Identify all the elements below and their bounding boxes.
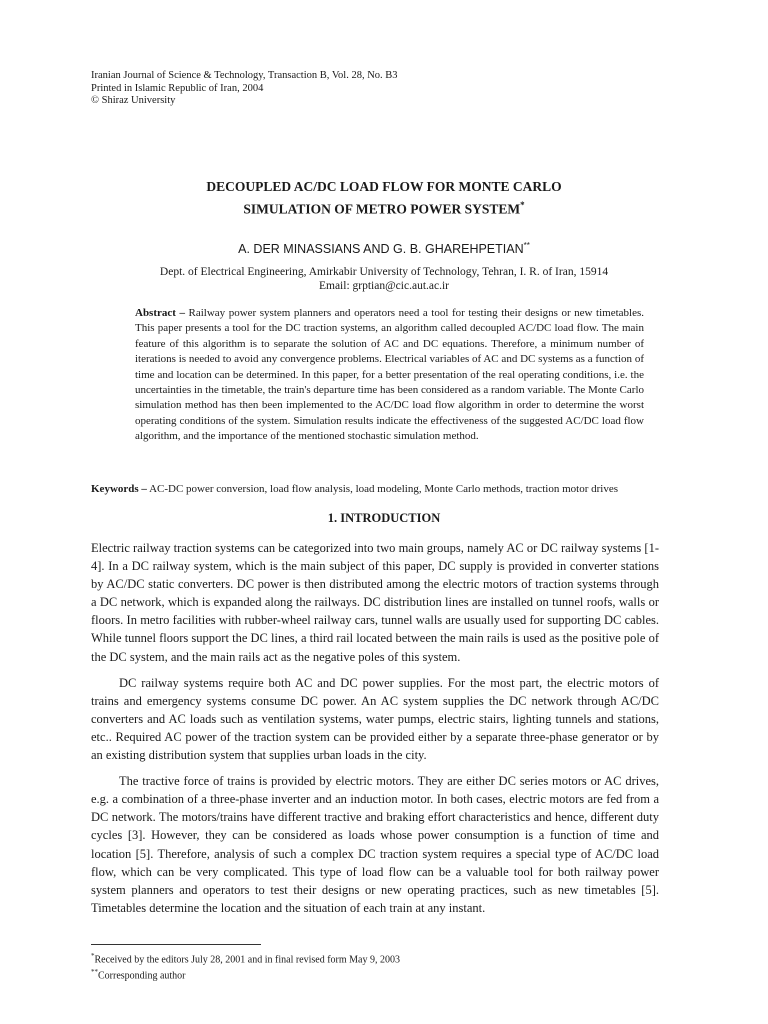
abstract [135, 306, 644, 445]
affiliation-dept: Dept. of Electrical Engineering, Amirkabir University of Technology, Tehran, I. R. of Iran, 15914 [159, 266, 609, 278]
footnote-2-text: Corresponding author [98, 970, 186, 982]
title-line-2-wrap [0, 196, 768, 219]
journal-header [91, 70, 398, 108]
author-footnote-mark: ** [523, 241, 530, 250]
affiliation-email: Email: grptian@cic.aut.ac.ir [318, 280, 449, 292]
author-names: A. DER MINASSIANS AND G. B. GHAREHPETIAN [238, 242, 524, 257]
footnote-1-text: Received by the editors July 28, 2001 and in final revised form May 9, 2003 [94, 954, 400, 966]
keywords [91, 482, 691, 496]
footnote-divider [91, 944, 261, 945]
paragraph-1: Electric railway traction systems can be categorized into two main groups, namely AC or DC railway systems [1-4]. In a DC railway system, which is the main subject of this paper, DC supply is provided in converter stations by AC/DC static converters. DC power is then distributed among the electric motors of traction systems through a DC network, which is expanded along the railways. DC distribution lines are installed on tunnel roofs, walls or floors. In metro facilities with rubber-wheel railway cars, tunnel walls are usually used for supporting DC cables. While tunnel floors support the DC lines, a third rail located between the main rails is used as the positive pole of the DC system, and the main rails act as the negative poles of this system. [91, 541, 659, 664]
body-text [91, 539, 659, 925]
printed-line: Printed in Islamic Republic of Iran, 2004 [91, 82, 264, 94]
section-heading-introduction: 1. INTRODUCTION [327, 511, 441, 525]
footnote-2-mark: ** [91, 968, 98, 977]
keywords-label: Keywords – [91, 483, 147, 495]
footnote-1 [91, 950, 400, 966]
abstract-text: Railway power system planners and operators need a tool for testing their designs or new timetables. This paper presents a tool for the DC traction systems, an algorithm called decoupled AC/DC load flow. The main feature of this algorithm is to separate the solution of AC and DC equations. Therefore, a minimum number of iterations is needed to avoid any convergence problems. Electrical variables of AC and DC systems as a function of time and location can be determined. In this paper, for a better presentation of the real operating conditions, i.e. the uncertainties in the timetable, the train's departure time has been considered as a random variable. The Monte Carlo simulation method has then been implemented to the AC/DC load flow algorithm in order to determine the worst operating conditions of the system. Simulation results indicate the effectiveness of the suggested AC/DC load flow algorithm, and the importance of the mentioned stochastic simulation method. [135, 307, 644, 443]
paragraph-3: The tractive force of trains is provided by electric motors. They are either DC series motors or AC drives, e.g. a combination of a three-phase inverter and an induction motor. In both cases, electric motors are fed from a DC network. The motors/trains have different tractive and braking effort characteristics and hence, different duty cycles [3]. However, they can be considered as loads whose power consumption is a function of time and location [5]. Therefore, analysis of such a complex DC traction system requires a special type of AC/DC load flow, which can be very complicated. This type of load flow can be a valuable tool for both railway power system planners and operators to test their designs or new operating practices, such as new timetables [5]. Timetables determine the location and the situation of each train at any instant. [91, 774, 659, 915]
footnote-1-mark: * [91, 952, 95, 960]
paragraph-2: DC railway systems require both AC and DC power supplies. For the most part, the electric motors of trains and emergency systems consume DC power. An AC system supplies the DC network through AC/DC converters and AC loads such as ventilation systems, water pumps, electric stairs, lighting tunnels and stations, etc.. Required AC power of the traction system can be provided either by a separate three-phase generator or by an existing distribution system that supplies urban loads in the city. [91, 675, 659, 763]
affiliation [0, 265, 768, 293]
journal-line: Iranian Journal of Science & Technology, Transaction B, Vol. 28, No. B3 [91, 70, 398, 81]
paper-title [0, 177, 768, 219]
copyright-line: © Shiraz University [91, 95, 176, 106]
title-footnote-mark: * [520, 200, 525, 210]
footnotes [91, 950, 400, 983]
title-line-1: DECOUPLED AC/DC LOAD FLOW FOR MONTE CARLO [206, 179, 562, 194]
authors [0, 241, 768, 256]
footnote-2 [91, 966, 400, 982]
title-line-2: SIMULATION OF METRO POWER SYSTEM [243, 201, 521, 217]
abstract-label: Abstract – [135, 307, 185, 319]
keywords-text: AC-DC power conversion, load flow analysis, load modeling, Monte Carlo methods, traction motor drives [146, 483, 619, 495]
